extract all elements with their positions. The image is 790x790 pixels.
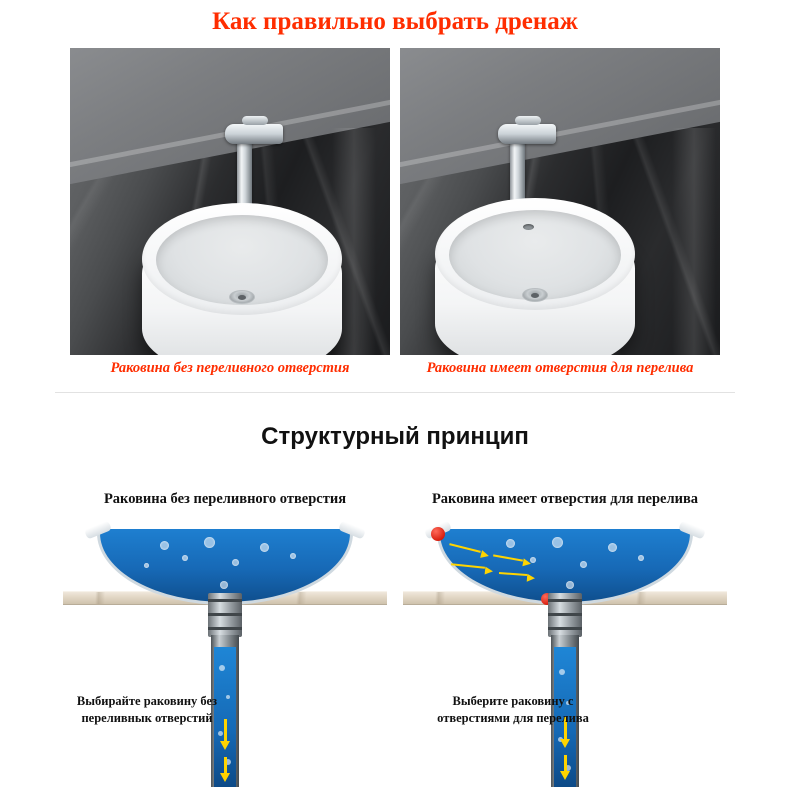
- photo-caption-row: [70, 360, 720, 377]
- diagram-without-overflow: [55, 521, 395, 790]
- overflow-flow-arrow-icon: [522, 558, 531, 567]
- diagram-with-overflow: [395, 521, 735, 790]
- water-bubble: [144, 563, 149, 568]
- flow-arrow-down-icon: [220, 773, 230, 782]
- fitting-ring: [548, 599, 582, 602]
- faucet-handle: [515, 116, 541, 125]
- photo-sink-without-overflow: [70, 48, 390, 355]
- note-with-overflow: Выберите раковину с отверстиями для перелива: [437, 694, 589, 725]
- fitting-ring: [208, 613, 242, 616]
- water-bubble: [608, 543, 617, 552]
- drain-fitting: [208, 593, 242, 637]
- water-bubble: [638, 555, 644, 561]
- sink-basin: [142, 203, 342, 355]
- drain-icon: [522, 288, 548, 302]
- flow-arrow-stem: [224, 757, 227, 773]
- fitting-ring: [208, 599, 242, 602]
- water-bubble: [204, 537, 215, 548]
- light-streak: [672, 128, 716, 355]
- page-title: Как правильно выбрать дренаж: [212, 8, 578, 35]
- faucet-handle: [242, 116, 268, 125]
- flow-arrow-down-icon: [560, 739, 570, 748]
- overflow-inlet-marker-icon: [431, 527, 445, 541]
- water-bubble: [219, 665, 225, 671]
- faucet-spout: [225, 124, 283, 144]
- structural-principle-section: [55, 392, 735, 790]
- sink-basin: [435, 198, 635, 355]
- diagram-caption-row: [55, 491, 735, 508]
- water-bubble: [559, 669, 565, 675]
- drain-icon: [229, 290, 255, 304]
- caption-sink-with-overflow: Раковина имеет отверстия для перелива: [426, 360, 694, 376]
- photo-sink-with-overflow: [400, 48, 720, 355]
- water-bubble: [260, 543, 269, 552]
- section-title: Структурный принцип: [261, 423, 529, 450]
- note-without-overflow: Выбирайте раковину без переливнык отверстий: [76, 694, 218, 725]
- water-bubble: [182, 555, 188, 561]
- water-bubble: [552, 537, 563, 548]
- fitting-ring: [548, 627, 582, 630]
- fitting-ring: [548, 613, 582, 616]
- flow-arrow-stem: [564, 755, 567, 771]
- diagram-caption-left: Раковина без переливного отверстия: [103, 491, 347, 507]
- basin-inner-bowl: [449, 210, 621, 300]
- diagram-caption-right: Раковина имеет отверстия для перелива: [431, 491, 699, 507]
- water-bubble: [290, 553, 296, 559]
- drain-center-dot: [238, 295, 246, 300]
- water-bubble: [160, 541, 169, 550]
- water-bubble: [566, 581, 574, 589]
- flow-arrow-down-icon: [220, 741, 230, 750]
- caption-sink-without-overflow: Раковина без переливного отверстия: [110, 360, 350, 376]
- drain-fitting: [548, 593, 582, 637]
- water-bubble: [220, 581, 228, 589]
- water-bubble: [232, 559, 239, 566]
- water-bubble: [218, 731, 223, 736]
- overflow-hole-icon: [523, 224, 534, 230]
- water-bubble: [580, 561, 587, 568]
- flow-arrow-down-icon: [560, 771, 570, 780]
- faucet-spout: [498, 124, 556, 144]
- overflow-flow-arrow-icon: [527, 574, 536, 583]
- photo-comparison-strip: [70, 48, 720, 355]
- water-bubble: [506, 539, 515, 548]
- drain-center-dot: [531, 293, 539, 298]
- overflow-flow-arrow-icon: [485, 567, 494, 576]
- fitting-ring: [208, 627, 242, 630]
